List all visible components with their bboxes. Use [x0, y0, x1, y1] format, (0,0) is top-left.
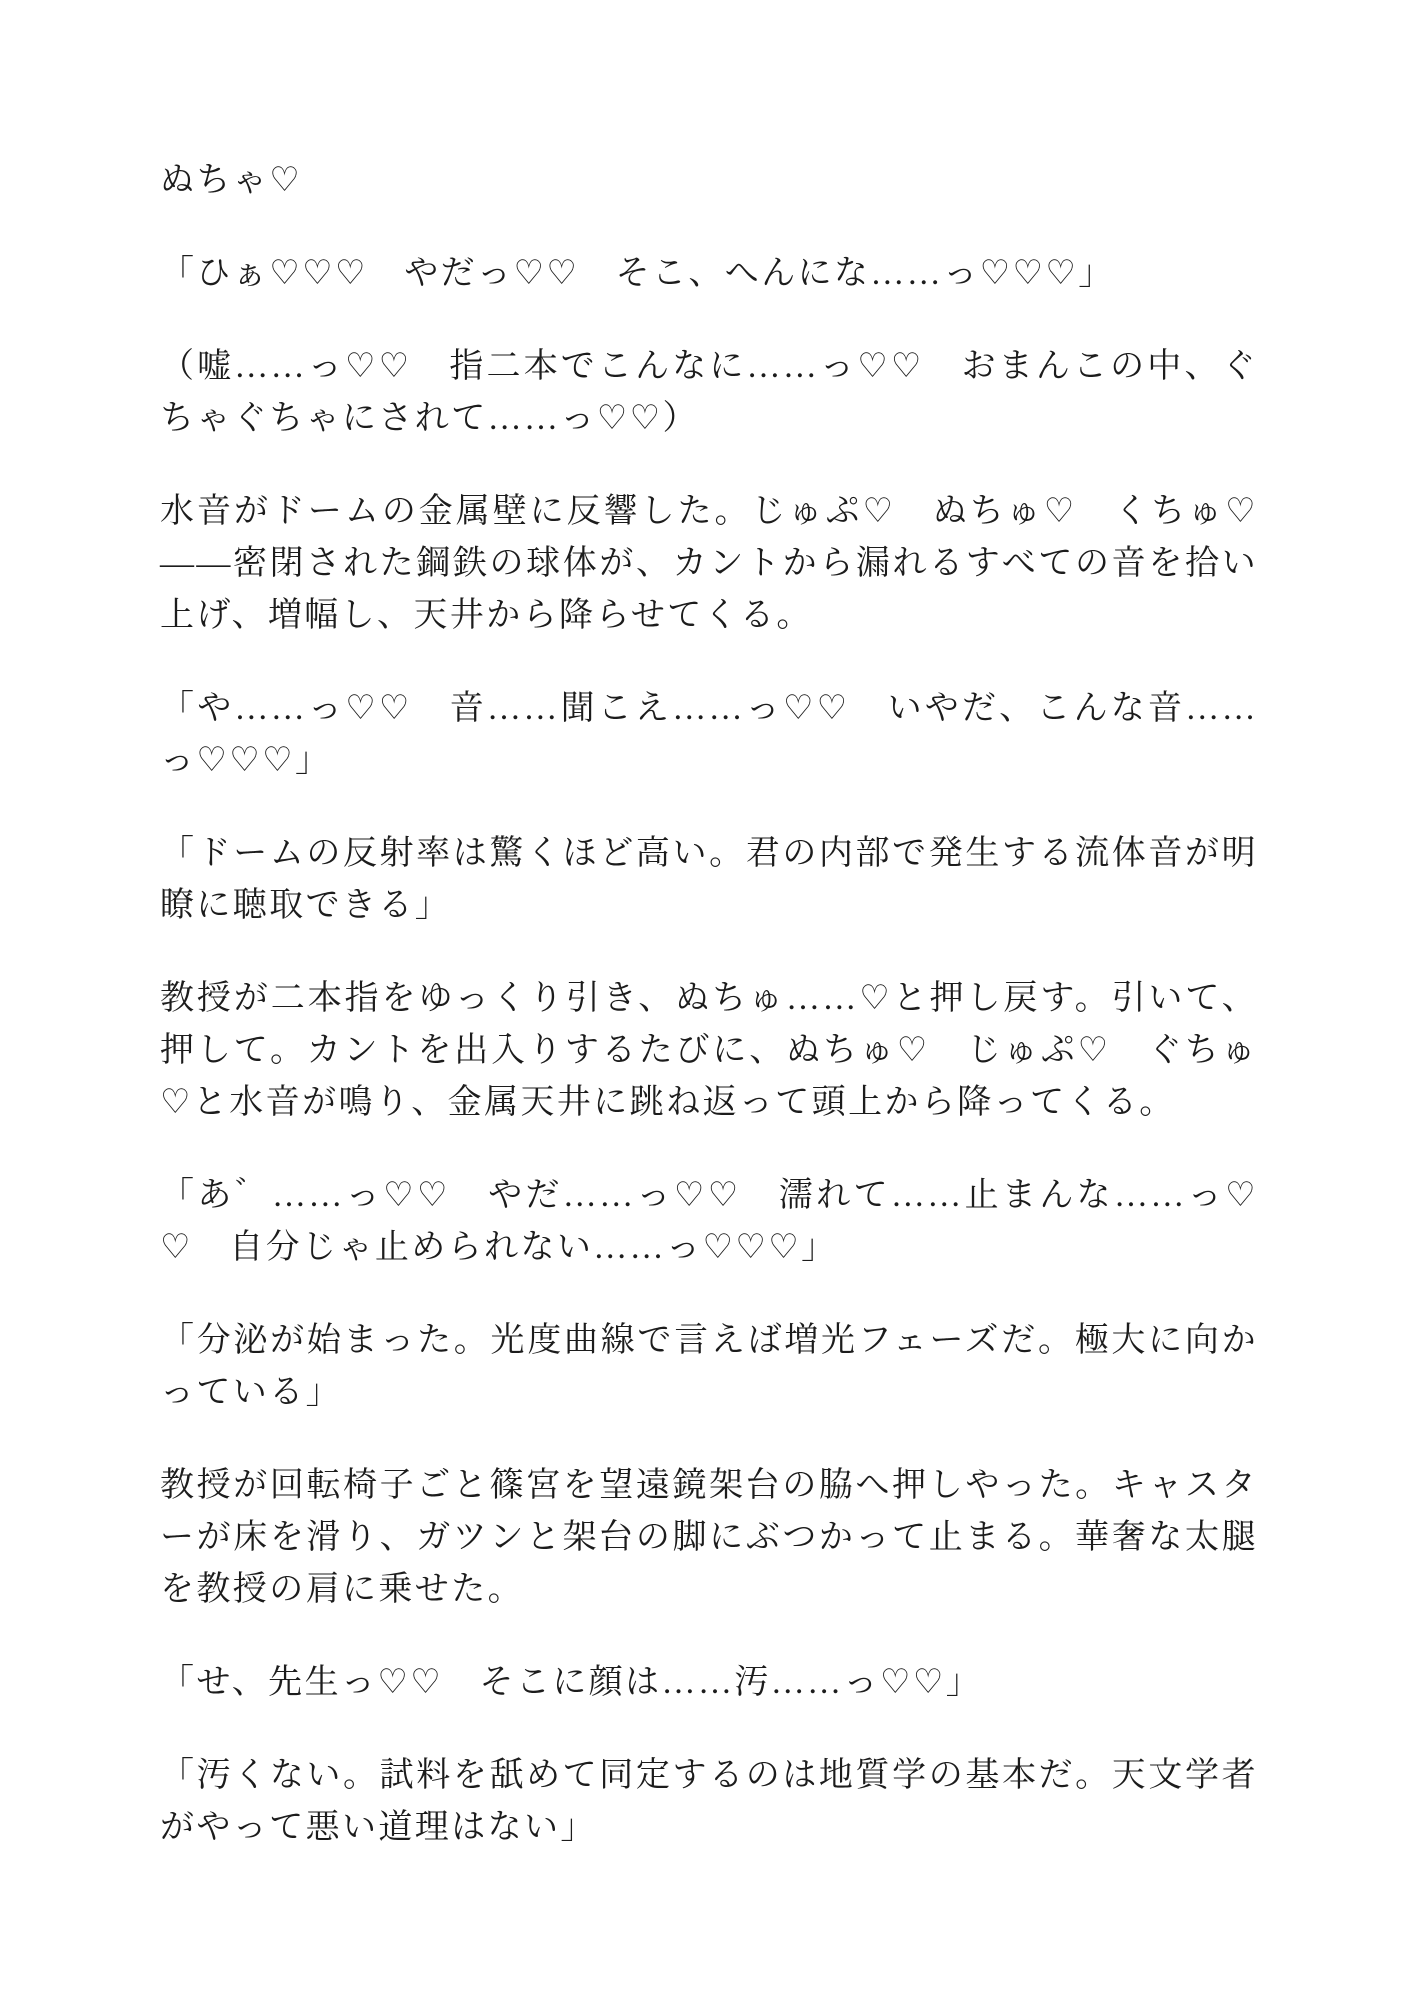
dialogue-line-6: 「せ、先生っ♡♡ そこに顔は……汚……っ♡♡」	[160, 1664, 983, 1701]
narration-1: 水音がドームの金属壁に反響した。じゅぷ♡ ぬちゅ♡ くちゅ♡——密閉された鋼鉄の球体が、カントから漏れるすべての音を拾い上げ、増幅し、天井から降らせてくる。	[160, 493, 1258, 634]
dialogue-line-7: 「汚くない。試料を舐めて同定するのは地質学の基本だ。天文学者がやって悪い道理はない」	[160, 1757, 1258, 1846]
sfx-line: ぬちゃ♡	[160, 162, 303, 199]
narration-2: 教授が二本指をゆっくり引き、ぬちゅ……♡と押し戻す。引いて、押して。カントを出入りするたびに、ぬちゅ♡ じゅぷ♡ ぐちゅ♡と水音が鳴り、金属天井に跳ね返って頭上から降ってくる。	[160, 980, 1258, 1121]
dialogue-line-1: 「ひぁ♡♡♡ やだっ♡♡ そこ、へんにな……っ♡♡♡」	[160, 255, 1115, 292]
dialogue-line-5: 「分泌が始まった。光度曲線で言えば増光フェーズだ。極大に向かっている」	[160, 1322, 1258, 1411]
inner-thought-line: （嘘……っ♡♡ 指二本でこんなに……っ♡♡ おまんこの中、ぐちゃぐちゃにされて……っ♡♡）	[160, 348, 1258, 437]
dialogue-line-3: 「ドームの反射率は驚くほど高い。君の内部で発生する流体音が明瞭に聴取できる」	[160, 835, 1258, 924]
narration-3: 教授が回転椅子ごと篠宮を望遠鏡架台の脇へ押しやった。キャスターが床を滑り、ガツンと架台の脚にぶつかって止まる。華奢な太腿を教授の肩に乗せた。	[160, 1467, 1258, 1608]
dialogue-line-4: 「あ゛……っ♡♡ やだ……っ♡♡ 濡れて……止まんな……っ♡♡ 自分じゃ止められない……っ♡♡♡」	[160, 1177, 1258, 1266]
dialogue-line-2: 「や……っ♡♡ 音……聞こえ……っ♡♡ いやだ、こんな音……っ♡♡♡」	[160, 690, 1258, 779]
prose-text-block	[160, 155, 1258, 1854]
